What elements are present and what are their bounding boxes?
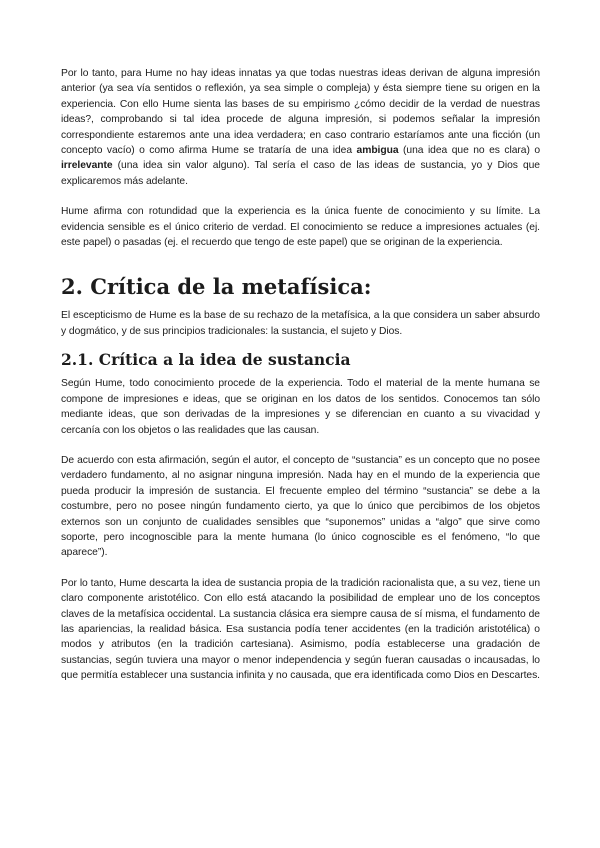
paragraph-skepticism: El escepticismo de Hume es la base de su rechazo de la metafísica, a la que considera un saber absurdo y dogmático, y de sus principios tradicionales: la sustancia, el sujeto y Dios. [61,310,540,337]
paragraph-knowledge-source: Según Hume, todo conocimiento procede de la experiencia. Todo el material de la mente humana se compone de impresiones e ideas, que se originan en los datos de los sentidos. Conocemos tan sólo mediante ideas, que son derivadas de la impresiones y se diferencian en cuanto a su vivacidad y cercanía con los objetos o las realidades que las causan. [61,378,540,436]
paragraph-text: (una idea sin valor alguno). Tal sería el caso de las ideas de sustancia, yo y Dios que explicaremos más adelante. [61,160,540,187]
paragraph-experience-limit: Hume afirma con rotundidad que la experiencia es la única fuente de conocimiento y su límite. La evidencia sensible es el único criterio de verdad. El conocimiento se reduce a impresiones actuales (ej. este papel) o pasadas (ej. el recuerdo que tengo de este papel) que se originan de la experiencia. [61,206,540,249]
paragraph-text: (una idea que no es clara) o [398,145,540,157]
term-irrelevante: irrelevante [61,160,113,172]
paragraph-substance-rejection: Por lo tanto, Hume descarta la idea de sustancia propia de la tradición racionalista que, a su vez, tiene un claro componente aristotélico. Con ello está atacando la posibilidad de emplear uno de los conceptos claves de la metafísica occidental. La sustancia clásica era siempre causa de sí misma, el fundamento de las apariencias, la realidad básica. Esa sustancia podía tener accidentes (en la tradición aristotélica) o modos y atributos (en la tradición cartesiana). Asimismo, podía establecerse una gradación de sustancias, según tuviera una mayor o menor independencia y según fueran causadas o incausadas, lo que permitía establecer una sustancia infinita y no causada, que era identificada como Dios en Descartes. [61,577,540,682]
subsection-heading: 2.1. Crítica a la idea de sustancia [61,350,351,370]
paragraph-text: Por lo tanto, para Hume no hay ideas innatas ya que todas nuestras ideas derivan de alguna impresión anterior (ya sea vía sentidos o reflexión, ya sea simple o compleja) y ésta siempre tiene su origen en la experiencia. Con ello Hume sienta las bases de su empirismo ¿cómo decidir de la verdad de nuestras ideas?, comprobando si tal idea procede de alguna impresión, si podemos señalar la impresión correspondiente estaremos ante una idea verdadera; en caso contrario estaríamos ante una ficción (un concepto vacío) o como afirma Hume se trataría de una idea [61,68,540,157]
section-heading: 2. Crítica de la metafísica: [61,274,372,300]
paragraph-substance-concept: De acuerdo con esta afirmación, según el autor, el concepto de “sustancia” es un concepto que no posee verdadero fundamento, al no asignar ninguna impresión. Nada hay en el mundo de la experiencia que pueda producir la impresión de sustancia. El frecuente empleo del término “sustancia” se debe a la costumbre, pero no posee ningún fundamento cierto, ya que lo único que percibimos de los objetos externos son un conjunto de cualidades sensibles que “suponemos” unidas a “algo” que sirve como soporte, pero incognoscible para la mente humana (lo único cognoscible es el fenómeno, “lo que aparece”). [61,454,540,559]
document-body [61,66,540,684]
paragraph-ideas-origin [61,66,540,189]
term-ambigua: ambigua [356,145,399,157]
